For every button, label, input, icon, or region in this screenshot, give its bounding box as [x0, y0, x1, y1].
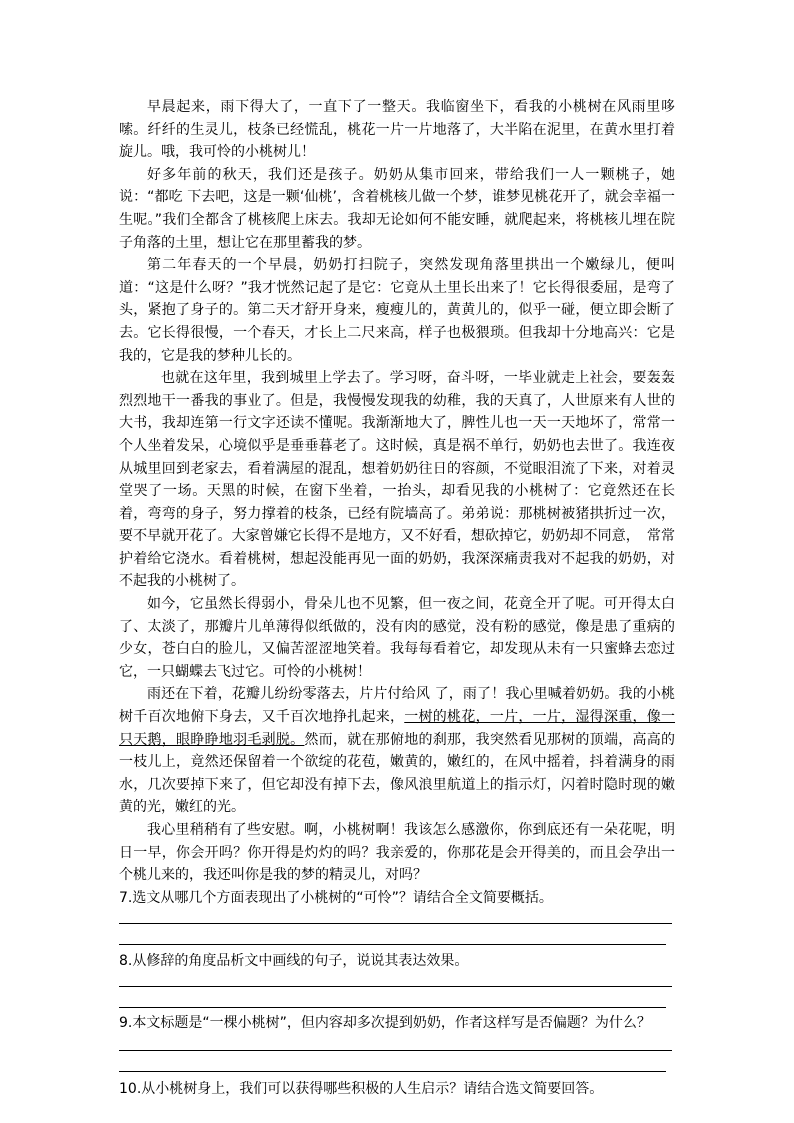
answer-line-7a[interactable] [119, 923, 672, 924]
paragraph-1: 早晨起来，雨下得大了，一直下了一整天。我临窗坐下，看我的小桃树在风雨里哆嗦。纤纤的生灵儿，枝条已经慌乱，桃花一片一片地落了，大半陷在泥里，在黄水里打着旋儿。哦，我可怜的小桃树儿！ [119, 99, 675, 161]
answer-line-8b[interactable] [119, 1007, 666, 1008]
questions [119, 887, 675, 1100]
answer-line-9a[interactable] [119, 1050, 672, 1051]
paragraph-3: 第二年春天的一个早晨，奶奶打扫院子，突然发现角落里拱出一个嫩绿儿，便叫道：“这是什么呀？”我才恍然记起了是它：它竟从土里长出来了！它长得很委屈，是弯了头，紧抱了身子的。第二天才舒开身来，瘦瘦儿的，黄黄儿的，似乎一碰，便立即会断了去。它长得很慢，一个春天，才长上二尺来高，样子也极猥琐。但我却十分地高兴：它是我的，它是我的梦种儿长的。 [119, 257, 675, 364]
answer-line-7b[interactable] [119, 944, 666, 945]
underlined-sentence: 一树的桃花，一片，一片，湿得深重，像一只天鹅，眼睁睁地羽毛剥脱。 [119, 709, 676, 748]
paragraph-4: 也就在这年里，我到城里上学去了。学习呀，奋斗呀，一毕业就走上社会，要轰轰烈烈地干一番我的事业了。但是，我慢慢发现我的幼稚，我的天真了，人世原来有人世的大书，我却连第一行文字还读不懂呢。我渐渐地大了，脾性儿也一天一天地坏了，常常一个人坐着发呆，心境似乎是垂垂暮老了。这时候，真是祸不单行，奶奶也去世了。我连夜从城里回到老家去，看着满屋的混乱，想着奶奶往日的容颜，不觉眼泪流了下来，对着灵堂哭了一场。天黑的时候，在窗下坐着，一抬头，却看见我的小桃树了：它竟然还在长着，弯弯的身子，努力撑着的枝条，已经有院墙高了。弟弟说：那桃树被猪拱折过一次，要不早就开花了。大家曾嫌它长得不是地方，又不好看，想砍掉它，奶奶却不同意， 常常护着给它浇水。看着桃树，想起没能再见一面的奶奶，我深深痛责我对不起我的奶奶，对不起我的小桃树了。 [119, 370, 675, 590]
answer-line-8a[interactable] [119, 986, 672, 987]
paragraph-5: 如今，它虽然长得弱小，骨朵儿也不见繁，但一夜之间，花竟全开了呢。可开得太白了、太淡了，那瓣片儿单薄得似纸做的，没有肉的感觉，没有粉的感觉，像是患了重病的少女，苍白白的脸儿，又偏苦涩涩地笑着。我每每看着它，却发现从未有一只蜜蜂去恋过它，一只蝴蝶去飞过它。可怜的小桃树！ [119, 596, 675, 680]
question-7: 7.选文从哪几个方面表现出了小桃树的“可怜”？请结合全文简要概括。 [119, 889, 553, 906]
paragraph-6-start: 雨还在下着，花瓣儿纷纷零落去，片片付给风 了，雨了！我心里喊着奶奶。我的小桃树千百次地俯下身去，又千百次地挣扎起来， [119, 686, 675, 726]
question-8: 8.从修辞的角度品析文中画线的句子，说说其表达效果。 [119, 952, 469, 969]
question-10: 10.从小桃树身上，我们可以获得哪些积极的人生启示？请结合选文简要回答。 [119, 1080, 604, 1097]
question-9: 9.本文标题是“一棵小桃树”，但内容却多次提到奶奶，作者这样写是否偏题？为什么？ [119, 1014, 651, 1031]
answer-line-9b[interactable] [119, 1071, 666, 1072]
paragraph-7: 我心里稍稍有了些安慰。啊，小桃树啊！我该怎么感激你，你到底还有一朵花呢，明日一早，你会开吗？你开得是灼灼的吗？我亲爱的，你那花是会开得美的，而且会孕出一个桃儿来的，我还叫你是我的梦的精灵儿，对吗？ [119, 822, 675, 884]
passage [119, 96, 675, 887]
worksheet-page [119, 96, 675, 1100]
paragraph-6 [119, 683, 675, 819]
paragraph-6-end: 然而，就在那俯地的刹那，我突然看见那树的顶端，高高的一枝儿上，竟然还保留着一个欲绽的花苞，嫩黄的，嫩红的，在风中摇着，抖着满身的雨水，几次要掉下来了，但它却没有掉下去，像风浪里航道上的指示灯，闪着时隐时现的嫩黄的光，嫩红的光。 [119, 731, 675, 816]
paragraph-2: 好多年前的秋天，我们还是孩子。奶奶从集市回来，带给我们一人一颗桃子，她说：“都吃 下去吧，这是一颗‘仙桃’，含着桃核儿做一个梦，谁梦见桃花开了，就会幸福一生呢。”我们全都含了桃核爬上床去。我却无论如何不能安睡，就爬起来，将桃核儿埋在院子角落的土里，想让它在那里蓄我的梦。 [119, 166, 675, 251]
